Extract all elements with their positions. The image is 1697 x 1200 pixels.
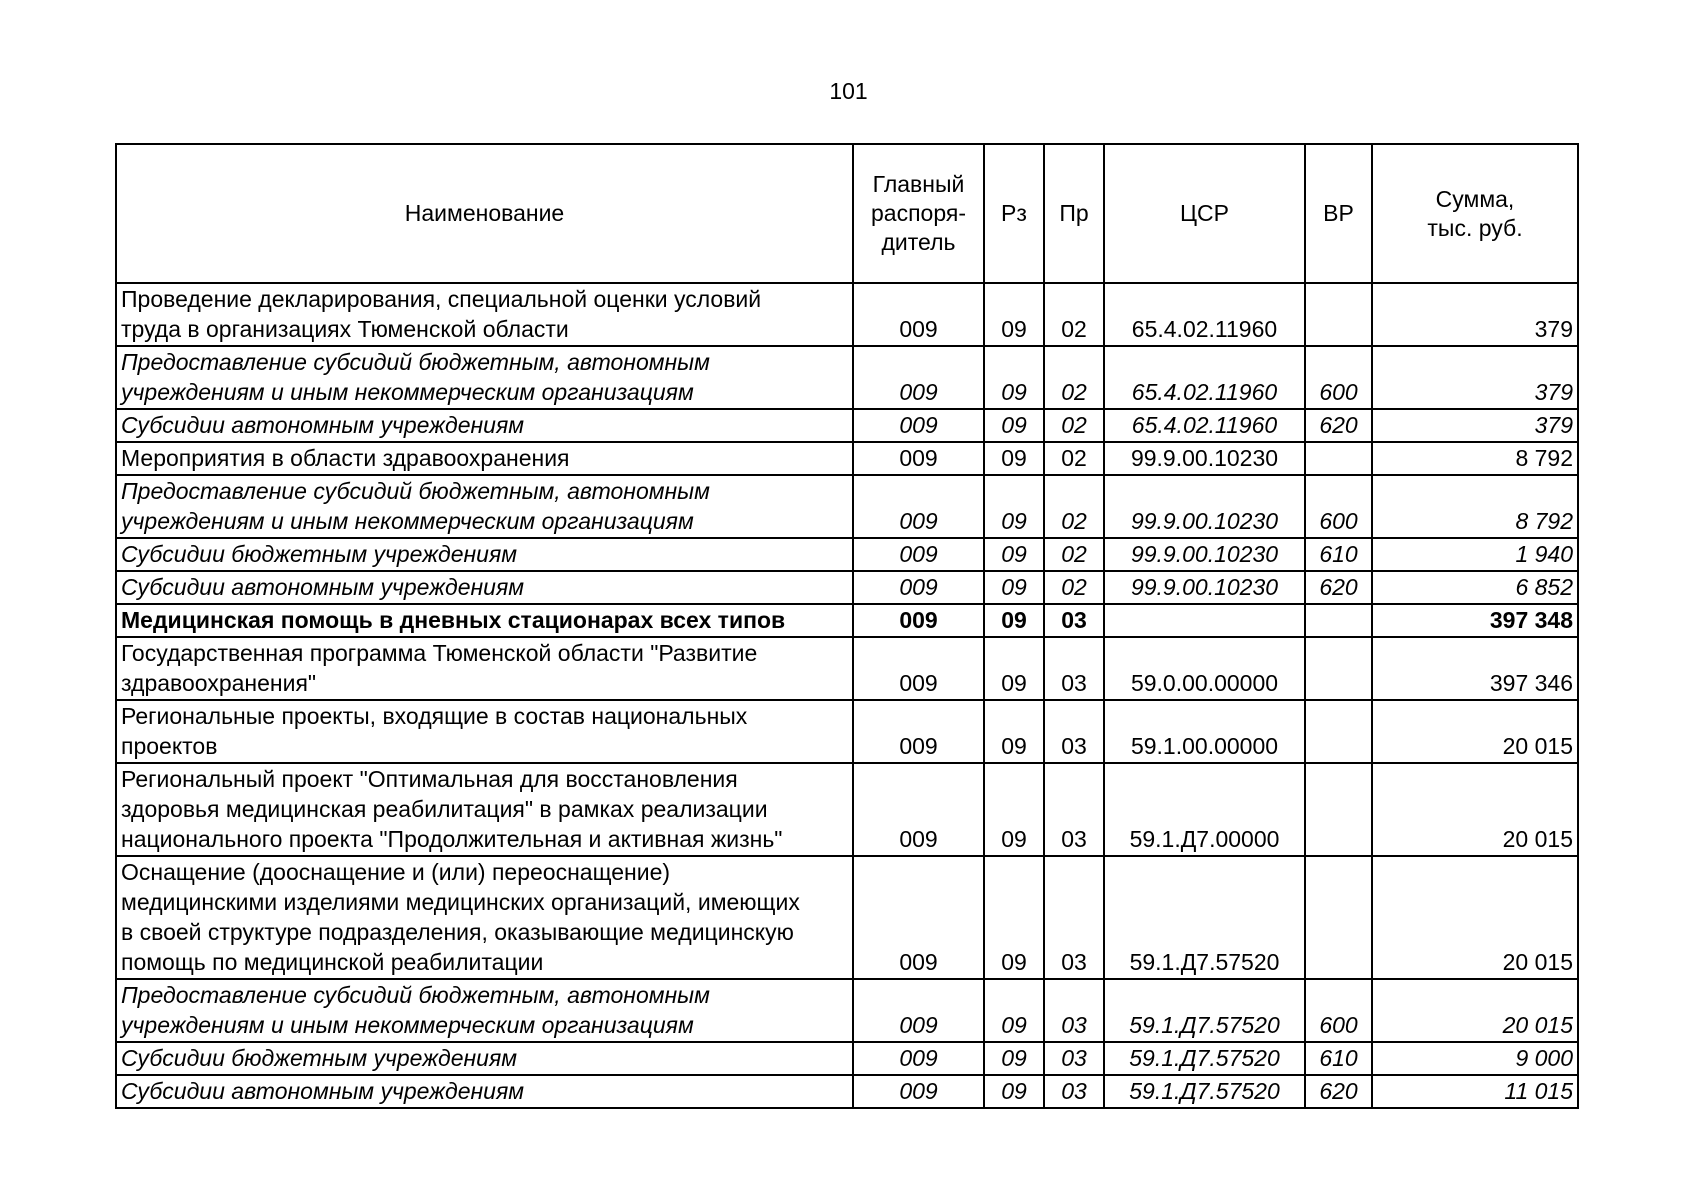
cell-vr: 600 — [1305, 979, 1372, 1042]
cell-rz: 09 — [984, 283, 1044, 346]
header-rz — [984, 144, 1044, 283]
cell-amount: 397 348 — [1372, 604, 1578, 637]
cell-name: Мероприятия в области здравоохранения — [116, 442, 853, 475]
budget-table — [115, 143, 1579, 1109]
cell-pr: 02 — [1044, 475, 1104, 538]
cell-manager: 009 — [853, 637, 984, 700]
cell-manager: 009 — [853, 346, 984, 409]
header-name — [116, 144, 853, 283]
cell-vr — [1305, 856, 1372, 979]
table-row — [116, 346, 1578, 409]
cell-vr — [1305, 763, 1372, 856]
table-body — [116, 283, 1578, 1108]
table-row — [116, 700, 1578, 763]
cell-rz: 09 — [984, 346, 1044, 409]
cell-csr: 59.1.Д7.00000 — [1104, 763, 1305, 856]
cell-vr: 600 — [1305, 475, 1372, 538]
cell-amount: 379 — [1372, 283, 1578, 346]
cell-pr: 03 — [1044, 979, 1104, 1042]
header-amount-label: Сумма, тыс. руб. — [1427, 185, 1523, 241]
cell-csr: 99.9.00.10230 — [1104, 538, 1305, 571]
cell-pr: 02 — [1044, 346, 1104, 409]
table-row — [116, 763, 1578, 856]
cell-manager: 009 — [853, 475, 984, 538]
cell-amount: 6 852 — [1372, 571, 1578, 604]
cell-name: Субсидии бюджетным учреждениям — [116, 538, 853, 571]
table-row — [116, 604, 1578, 637]
cell-amount: 20 015 — [1372, 763, 1578, 856]
cell-vr — [1305, 700, 1372, 763]
cell-name: Оснащение (дооснащение и (или) переоснащение) медицинскими изделиями медицинских организаций, имеющих в своей структуре подразделения, оказывающие медицинскую помощь по медицинской реабилитации — [116, 856, 853, 979]
cell-vr: 620 — [1305, 1075, 1372, 1108]
cell-rz: 09 — [984, 856, 1044, 979]
header-vr-label: ВР — [1323, 200, 1354, 226]
cell-name: Региональные проекты, входящие в состав национальных проектов — [116, 700, 853, 763]
cell-amount: 9 000 — [1372, 1042, 1578, 1075]
cell-name: Предоставление субсидий бюджетным, автономным учреждениям и иным некоммерческим организациям — [116, 475, 853, 538]
cell-csr: 59.1.Д7.57520 — [1104, 979, 1305, 1042]
cell-pr: 02 — [1044, 538, 1104, 571]
table-row — [116, 979, 1578, 1042]
cell-csr: 99.9.00.10230 — [1104, 442, 1305, 475]
cell-rz: 09 — [984, 979, 1044, 1042]
table-row — [116, 571, 1578, 604]
table-row — [116, 1075, 1578, 1108]
table-row — [116, 475, 1578, 538]
cell-vr — [1305, 283, 1372, 346]
header-vr — [1305, 144, 1372, 283]
cell-name: Субсидии бюджетным учреждениям — [116, 1042, 853, 1075]
cell-pr: 03 — [1044, 1042, 1104, 1075]
header-pr-label: Пр — [1059, 200, 1089, 226]
cell-rz: 09 — [984, 409, 1044, 442]
cell-rz: 09 — [984, 637, 1044, 700]
header-csr — [1104, 144, 1305, 283]
cell-pr: 03 — [1044, 604, 1104, 637]
cell-manager: 009 — [853, 283, 984, 346]
cell-rz: 09 — [984, 475, 1044, 538]
cell-csr: 59.1.Д7.57520 — [1104, 856, 1305, 979]
cell-csr: 59.0.00.00000 — [1104, 637, 1305, 700]
cell-pr: 02 — [1044, 409, 1104, 442]
table-row — [116, 856, 1578, 979]
cell-vr — [1305, 637, 1372, 700]
cell-manager: 009 — [853, 571, 984, 604]
header-amount — [1372, 144, 1578, 283]
cell-amount: 20 015 — [1372, 979, 1578, 1042]
cell-vr: 610 — [1305, 1042, 1372, 1075]
page-number: 101 — [829, 78, 868, 104]
cell-vr: 600 — [1305, 346, 1372, 409]
cell-vr: 620 — [1305, 571, 1372, 604]
cell-pr: 02 — [1044, 442, 1104, 475]
cell-manager: 009 — [853, 538, 984, 571]
cell-csr: 65.4.02.11960 — [1104, 346, 1305, 409]
cell-amount: 1 940 — [1372, 538, 1578, 571]
cell-amount: 379 — [1372, 409, 1578, 442]
cell-amount: 8 792 — [1372, 475, 1578, 538]
cell-csr: 65.4.02.11960 — [1104, 409, 1305, 442]
cell-vr: 610 — [1305, 538, 1372, 571]
cell-rz: 09 — [984, 700, 1044, 763]
cell-rz: 09 — [984, 1075, 1044, 1108]
cell-name: Предоставление субсидий бюджетным, автономным учреждениям и иным некоммерческим организациям — [116, 346, 853, 409]
cell-csr: 59.1.Д7.57520 — [1104, 1075, 1305, 1108]
table-row — [116, 442, 1578, 475]
cell-amount: 11 015 — [1372, 1075, 1578, 1108]
table-row — [116, 538, 1578, 571]
cell-manager: 009 — [853, 409, 984, 442]
cell-vr — [1305, 604, 1372, 637]
cell-manager: 009 — [853, 763, 984, 856]
cell-rz: 09 — [984, 538, 1044, 571]
cell-name: Субсидии автономным учреждениям — [116, 571, 853, 604]
cell-rz: 09 — [984, 1042, 1044, 1075]
cell-vr: 620 — [1305, 409, 1372, 442]
cell-name: Государственная программа Тюменской области "Развитие здравоохранения" — [116, 637, 853, 700]
cell-vr — [1305, 442, 1372, 475]
table-header-row — [116, 144, 1578, 283]
table-row — [116, 409, 1578, 442]
cell-pr: 02 — [1044, 571, 1104, 604]
cell-csr: 99.9.00.10230 — [1104, 475, 1305, 538]
header-name-label: Наименование — [404, 200, 565, 226]
cell-pr: 03 — [1044, 1075, 1104, 1108]
table-row — [116, 637, 1578, 700]
cell-manager: 009 — [853, 856, 984, 979]
cell-name: Субсидии автономным учреждениям — [116, 1075, 853, 1108]
cell-name: Проведение декларирования, специальной оценки условий труда в организациях Тюменской области — [116, 283, 853, 346]
cell-csr: 59.1.Д7.57520 — [1104, 1042, 1305, 1075]
cell-amount: 20 015 — [1372, 856, 1578, 979]
cell-csr: 65.4.02.11960 — [1104, 283, 1305, 346]
cell-amount: 397 346 — [1372, 637, 1578, 700]
cell-csr: 99.9.00.10230 — [1104, 571, 1305, 604]
cell-name: Региональный проект "Оптимальная для восстановления здоровья медицинская реабилитация" в рамках реализации национального проекта "Продолжительная и активная жизнь" — [116, 763, 853, 856]
cell-manager: 009 — [853, 1075, 984, 1108]
cell-name: Субсидии автономным учреждениям — [116, 409, 853, 442]
header-manager-label: Главный распоря- дитель — [871, 171, 966, 255]
cell-pr: 03 — [1044, 763, 1104, 856]
table-row — [116, 1042, 1578, 1075]
cell-rz: 09 — [984, 763, 1044, 856]
cell-amount: 20 015 — [1372, 700, 1578, 763]
cell-name: Предоставление субсидий бюджетным, автономным учреждениям и иным некоммерческим организациям — [116, 979, 853, 1042]
cell-pr: 02 — [1044, 283, 1104, 346]
cell-rz: 09 — [984, 571, 1044, 604]
cell-manager: 009 — [853, 442, 984, 475]
cell-manager: 009 — [853, 979, 984, 1042]
cell-name: Медицинская помощь в дневных стационарах всех типов — [116, 604, 853, 637]
cell-csr — [1104, 604, 1305, 637]
cell-amount: 8 792 — [1372, 442, 1578, 475]
cell-amount: 379 — [1372, 346, 1578, 409]
header-pr — [1044, 144, 1104, 283]
cell-rz: 09 — [984, 442, 1044, 475]
cell-csr: 59.1.00.00000 — [1104, 700, 1305, 763]
header-manager — [853, 144, 984, 283]
cell-rz: 09 — [984, 604, 1044, 637]
cell-pr: 03 — [1044, 856, 1104, 979]
table-row — [116, 283, 1578, 346]
header-csr-label: ЦСР — [1180, 200, 1229, 226]
cell-pr: 03 — [1044, 637, 1104, 700]
cell-manager: 009 — [853, 1042, 984, 1075]
header-rz-label: Рз — [1001, 200, 1027, 226]
cell-pr: 03 — [1044, 700, 1104, 763]
cell-manager: 009 — [853, 604, 984, 637]
cell-manager: 009 — [853, 700, 984, 763]
